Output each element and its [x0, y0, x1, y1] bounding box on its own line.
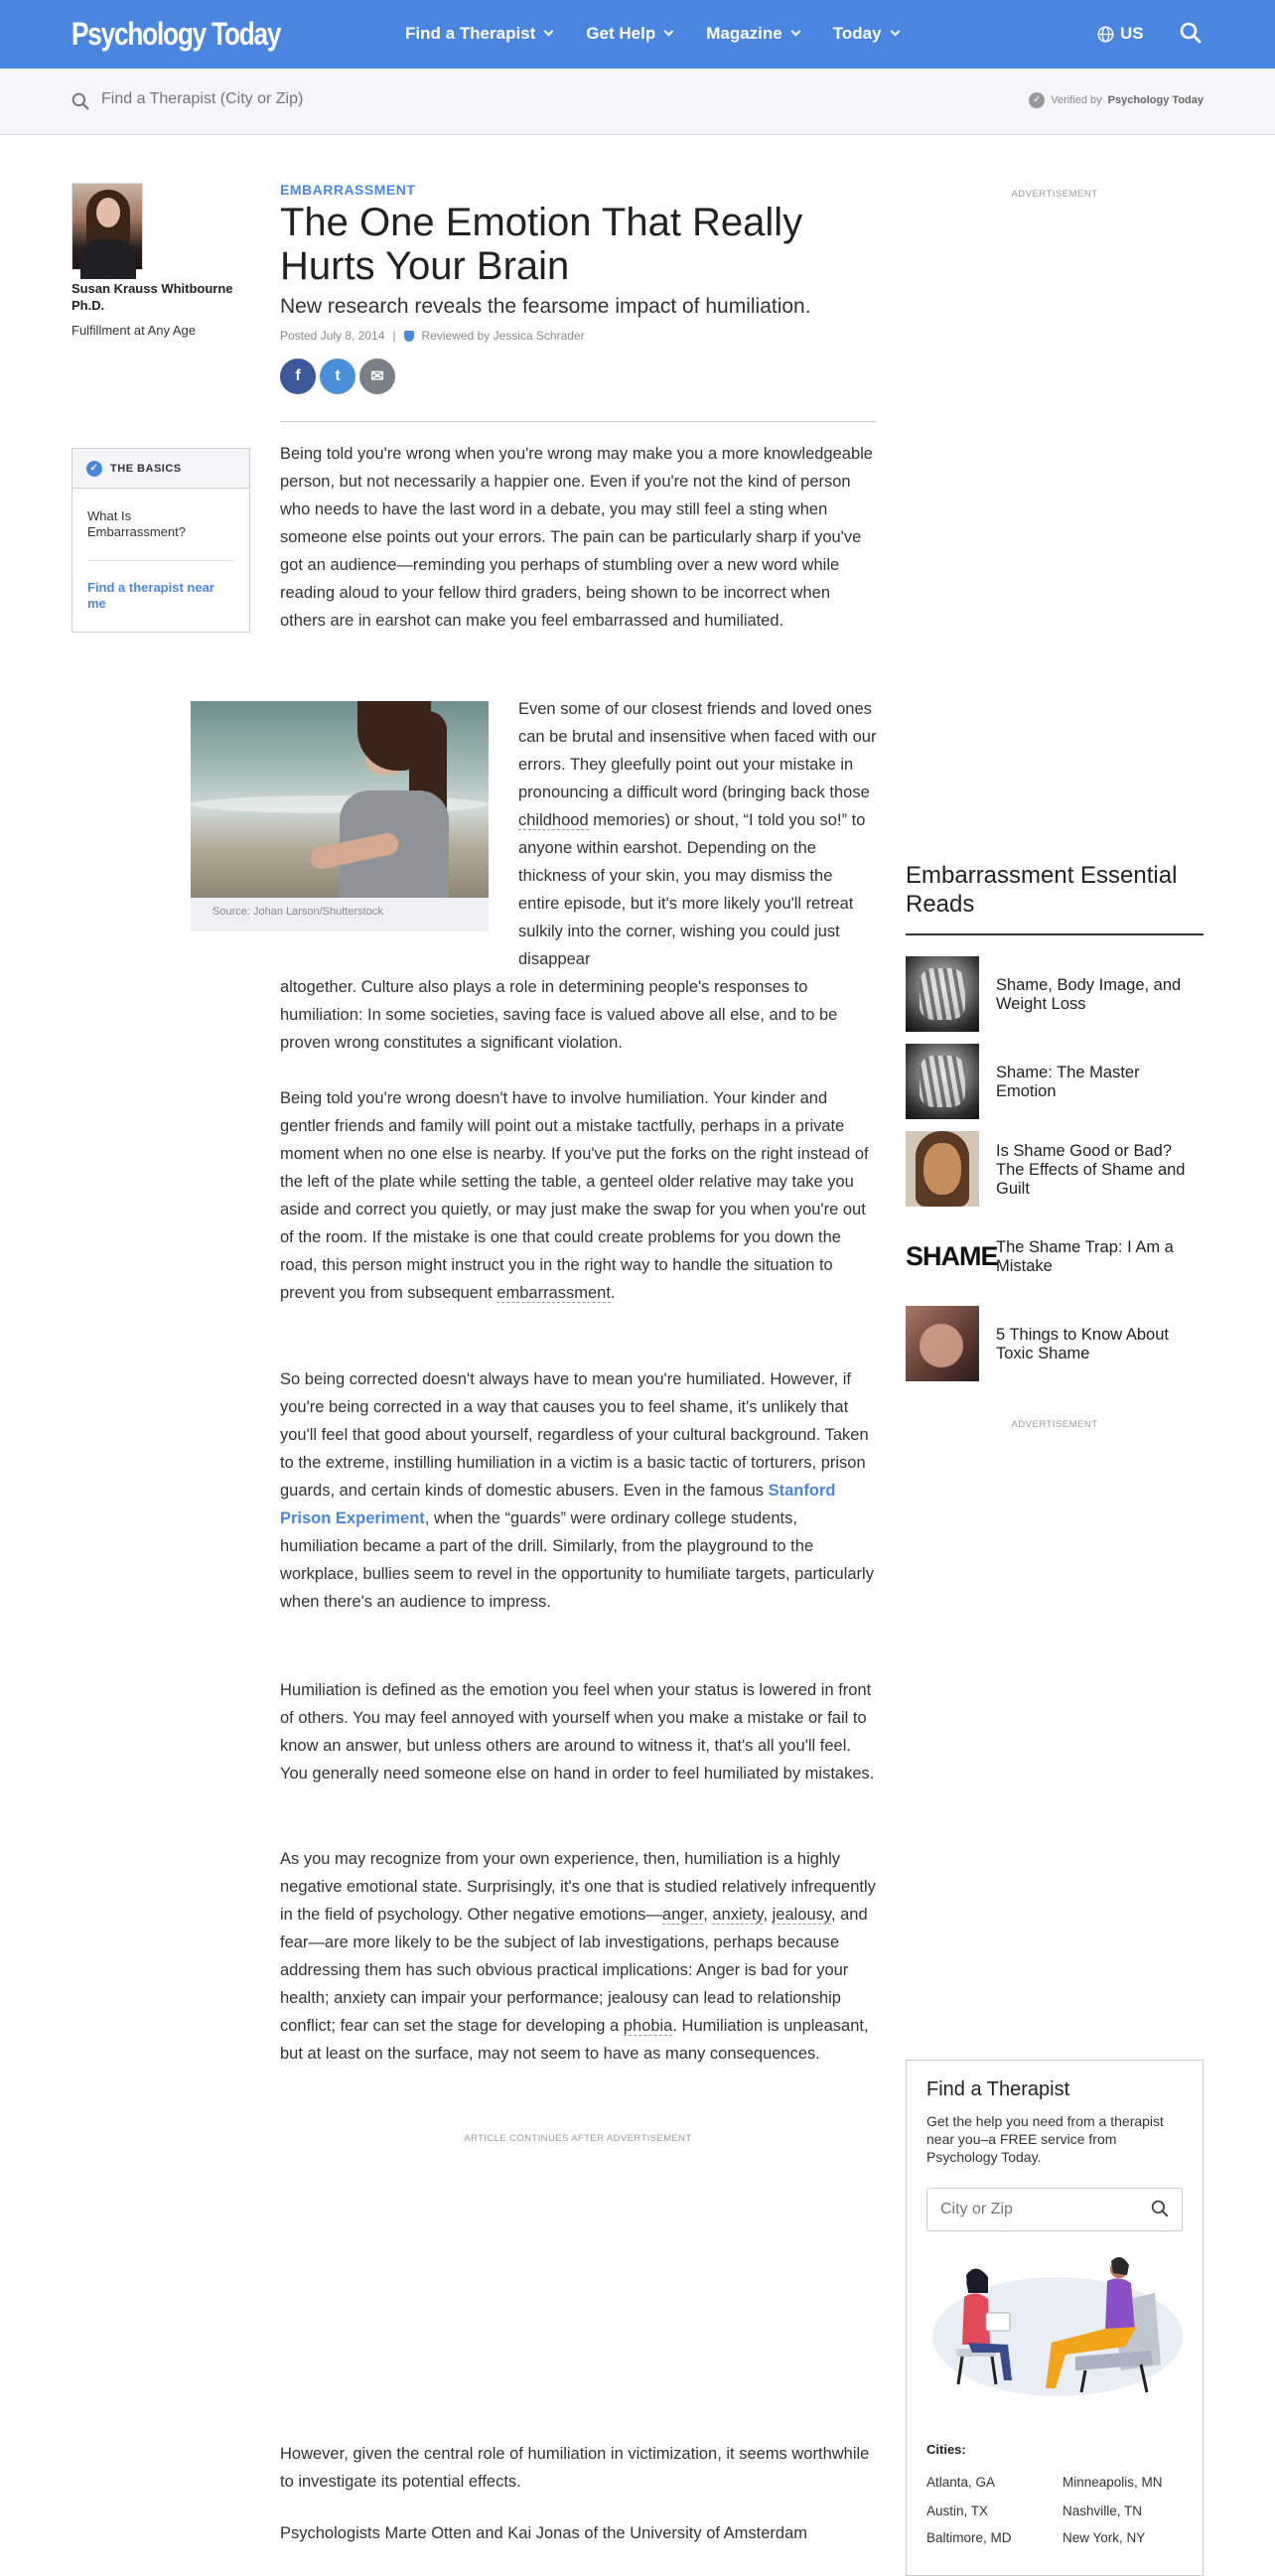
article-paragraph-4 — [280, 1365, 876, 1616]
author-blog[interactable]: Fulfillment at Any Age — [71, 323, 197, 338]
p6-comma: , — [763, 1906, 773, 1924]
search-icon — [1180, 22, 1202, 44]
essential-read-item[interactable] — [906, 956, 1204, 1032]
basics-link-find-therapist[interactable]: Find a therapist near me — [87, 580, 214, 611]
essential-reads-title: Embarrassment Essential Reads — [906, 862, 1178, 918]
essential-read-title[interactable]: Is Shame Good or Bad? The Effects of Shame and Guilt — [996, 1142, 1186, 1198]
article-paragraph-5: Humiliation is defined as the emotion you feel when your status is lowered in front of others. You may feel annoyed with yourself when you make a mistake or fail to know an answer, but unless others are around to witness it, that's all you'll feel. You generally need someone else on hand in order to feel humiliated by mistakes. — [280, 1681, 875, 1783]
essential-read-title[interactable]: The Shame Trap: I Am a Mistake — [996, 1238, 1174, 1275]
search-icon — [71, 92, 89, 110]
ad-label: ADVERTISEMENT — [1011, 1419, 1098, 1430]
byline-separator: | — [392, 329, 396, 343]
topic-kicker[interactable]: EMBARRASSMENT — [280, 182, 416, 198]
twitter-share-button[interactable]: t — [320, 358, 355, 394]
ad-label: ADVERTISEMENT — [1011, 189, 1098, 200]
cities-label: Cities: — [926, 2442, 966, 2457]
p4-text-a: So being corrected doesn't always have to mean you're humiliated. However, if you're being corrected in a way that causes you to feel shame, it's unlikely that you'll feel that good about yourself, regardless of your cultural background. Taken to the extreme, instilling humiliation in a victim is a basic tactic of torturers, prison guards, and certain kinds of domestic abusers. Even in the famous — [280, 1370, 869, 1500]
embarrassment-link[interactable]: embarrassment — [496, 1284, 611, 1302]
basics-link-what-is[interactable]: What Is Embarrassment? — [87, 508, 186, 539]
article-figure — [191, 701, 489, 931]
essential-read-item[interactable] — [906, 1306, 1204, 1381]
city-zip-input[interactable] — [926, 2188, 1183, 2231]
p6-comma: , — [703, 1906, 713, 1924]
article-title: The One Emotion That Really Hurts Your Brain — [280, 201, 803, 288]
p3-text-b: . — [610, 1284, 616, 1302]
therapy-illustration-icon — [926, 2253, 1183, 2400]
email-share-button[interactable]: ✉ — [359, 358, 395, 394]
essential-read-title[interactable]: 5 Things to Know About Toxic Shame — [996, 1326, 1169, 1362]
posted-date: Posted July 8, 2014 — [280, 329, 385, 343]
article-paragraph-3 — [280, 1084, 876, 1307]
avatar-face — [96, 198, 120, 227]
site-logo[interactable]: Psychology Today — [71, 16, 281, 52]
childhood-link[interactable]: childhood — [518, 811, 589, 829]
find-therapist-title: Find a Therapist — [926, 2078, 1070, 2100]
chevron-down-icon — [790, 27, 800, 37]
article-paragraph-6 — [280, 1845, 876, 2068]
article-paragraph-7: However, given the central role of humiliation in victimization, it seems worthwhile to investigate its potential effects. — [280, 2445, 870, 2491]
divider — [280, 421, 876, 422]
basics-heading — [72, 449, 249, 489]
essential-read-title[interactable]: Shame: The Master Emotion — [996, 1064, 1140, 1100]
anxiety-link[interactable]: anxiety — [712, 1906, 764, 1924]
city-link[interactable]: Baltimore, MD — [926, 2530, 1012, 2545]
jealousy-link[interactable]: jealousy — [772, 1906, 831, 1924]
nav-magazine[interactable] — [706, 24, 799, 44]
anger-link[interactable]: anger — [661, 1906, 704, 1924]
p6-text-b: , and fear—are more likely to be the subject of lab investigations, perhaps because addressing them has such obvious practical implications: Anger is bad for your health; anxiety can impair your performance; jealousy can lead to relationship conflict; fear can set the stage for developing a — [280, 1906, 868, 2035]
p2-text-a: Even some of our closest friends and loved ones can be brutal and insensitive when faced with our errors. They gleefully point out your mistake in pronouncing a difficult word (bringing back those — [518, 700, 877, 801]
nav-label: Today — [832, 24, 882, 43]
article-paragraph-2-continued: altogether. Culture also plays a role in determining people's responses to humiliation: In some societies, saving face is valued above all else, and to be proven wrong constitutes a significant violation. — [280, 978, 838, 1052]
reviewed-by: Reviewed by Jessica Schrader — [421, 329, 585, 343]
find-therapist-description: Get the help you need from a therapist near you–a FREE service from Psychology Today. — [926, 2113, 1164, 2165]
p6-text-a: As you may recognize from your own experience, then, humiliation is a highly negative emotional state. Surprisingly, it's one that is studied relatively infrequently in the field of psychology. Other negative emotions— — [280, 1850, 876, 1924]
stanford-prison-link[interactable]: Stanford Prison Experiment — [280, 1482, 836, 1527]
article-image — [191, 701, 489, 898]
basics-heading-label: THE BASICS — [110, 462, 182, 475]
divider — [906, 933, 1204, 935]
hands-over-face-photo-icon — [906, 1044, 979, 1119]
nav-label: Magazine — [706, 24, 782, 43]
city-link[interactable]: Austin, TX — [926, 2504, 989, 2518]
verified-prefix: Verified by — [1051, 94, 1102, 106]
check-icon: ✓ — [86, 461, 102, 477]
search-icon[interactable] — [1151, 2200, 1169, 2218]
globe-icon — [1097, 26, 1114, 43]
article-paragraph-1: Being told you're wrong when you're wrong may make you a more knowledgeable person, but not necessarily a happier one. Even if you're not the kind of person who needs to have the last word in a debate, you may still feel a sting when someone else points out your errors. The pain can be particularly sharp if you've got an audience—reminding you perhaps of stumbling over a new word while reading aloud to your fellow third graders, being shown to be incorrect when others are in earshot can make you feel embarrassed and humiliated. — [280, 445, 873, 630]
therapist-search-bar — [0, 69, 1275, 135]
ad-continue-label: ARTICLE CONTINUES AFTER ADVERTISEMENT — [464, 2133, 692, 2144]
essential-read-item[interactable] — [906, 1131, 1204, 1207]
p2-text-b: memories) or shout, “I told you so!” to anyone within earshot. Depending on the thickness of your skin, you may dismiss the entire episode, but it's more likely you'll retreat sulkily into the corner, wishing you could just disappear — [518, 811, 866, 968]
city-link[interactable]: Minneapolis, MN — [1062, 2475, 1163, 2490]
woman-covering-face-icon — [906, 1306, 979, 1381]
article-paragraph-8: Psychologists Marte Otten and Kai Jonas of the University of Amsterdam — [280, 2524, 807, 2542]
nav-label: Find a Therapist — [405, 24, 536, 43]
find-therapist-box — [906, 2060, 1204, 2576]
therapist-search-input[interactable] — [101, 90, 598, 108]
p6-text-c: . Humiliation is unpleasant, but at least on the surface, may not seem to have as many consequences. — [280, 2017, 869, 2063]
article-paragraph-2 — [518, 695, 878, 973]
main-nav — [405, 24, 899, 44]
hands-over-face-photo-icon — [906, 956, 979, 1032]
p4-text-b: , when the “guards” were ordinary college students, humiliation became a part of the drill. Similarly, from the playground to the workplace, bullies seem to revel in the opportunity to humiliate targets, particularly when there's an audience to impress. — [280, 1509, 874, 1611]
chevron-down-icon — [664, 27, 674, 37]
article-subtitle: New research reveals the fearsome impact of humiliation. — [280, 295, 811, 318]
verified-badge — [1029, 92, 1204, 108]
chevron-down-icon — [544, 27, 554, 37]
nav-label: Get Help — [586, 24, 656, 43]
cartoon-face-icon — [906, 1131, 979, 1207]
city-link[interactable]: New York, NY — [1062, 2530, 1146, 2545]
essential-read-item[interactable] — [906, 1044, 1204, 1119]
shame-text-icon: SHAME — [906, 1218, 979, 1294]
p3-text-a: Being told you're wrong doesn't have to involve humiliation. Your kinder and gentler friends and family will point out a mistake tactfully, perhaps in a private moment when no one else is nearby. If you've put the forks on the right instead of the left of the plate while setting the table, a genteel older relative may take you aside and correct you quietly, or may just make the swap for you when you're out of the room. If the mistake is one that could create problems for you down the road, this person might instruct you in the right way to handle the situation to prevent you from subsequent — [280, 1089, 869, 1302]
byline — [280, 329, 585, 343]
shield-icon — [404, 331, 414, 342]
nav-find-therapist[interactable] — [405, 24, 552, 44]
basics-box — [71, 448, 250, 633]
top-nav — [0, 0, 1275, 69]
author-name[interactable]: Susan Krauss Whitbourne Ph.D. — [71, 281, 233, 313]
nav-today[interactable] — [833, 24, 899, 44]
region-label: US — [1120, 24, 1144, 43]
nav-get-help[interactable] — [586, 24, 672, 44]
image-caption: Source: Johan Larson/Shutterstock — [212, 906, 383, 918]
essential-read-title[interactable]: Shame, Body Image, and Weight Loss — [996, 976, 1182, 1013]
check-icon: ✓ — [1029, 92, 1045, 108]
nav-search-button[interactable] — [1180, 22, 1202, 49]
verified-brand: Psychology Today — [1107, 94, 1204, 106]
phobia-link[interactable]: phobia — [623, 2017, 673, 2035]
facebook-share-button[interactable]: f — [280, 358, 316, 394]
author-avatar[interactable] — [71, 183, 143, 270]
avatar-body — [80, 239, 136, 279]
chevron-down-icon — [890, 27, 900, 37]
region-selector[interactable] — [1097, 24, 1144, 44]
share-buttons — [280, 358, 395, 394]
city-link[interactable]: Nashville, TN — [1062, 2504, 1143, 2518]
city-link[interactable]: Atlanta, GA — [926, 2475, 996, 2490]
divider — [87, 560, 234, 561]
essential-read-item[interactable] — [906, 1218, 1204, 1294]
